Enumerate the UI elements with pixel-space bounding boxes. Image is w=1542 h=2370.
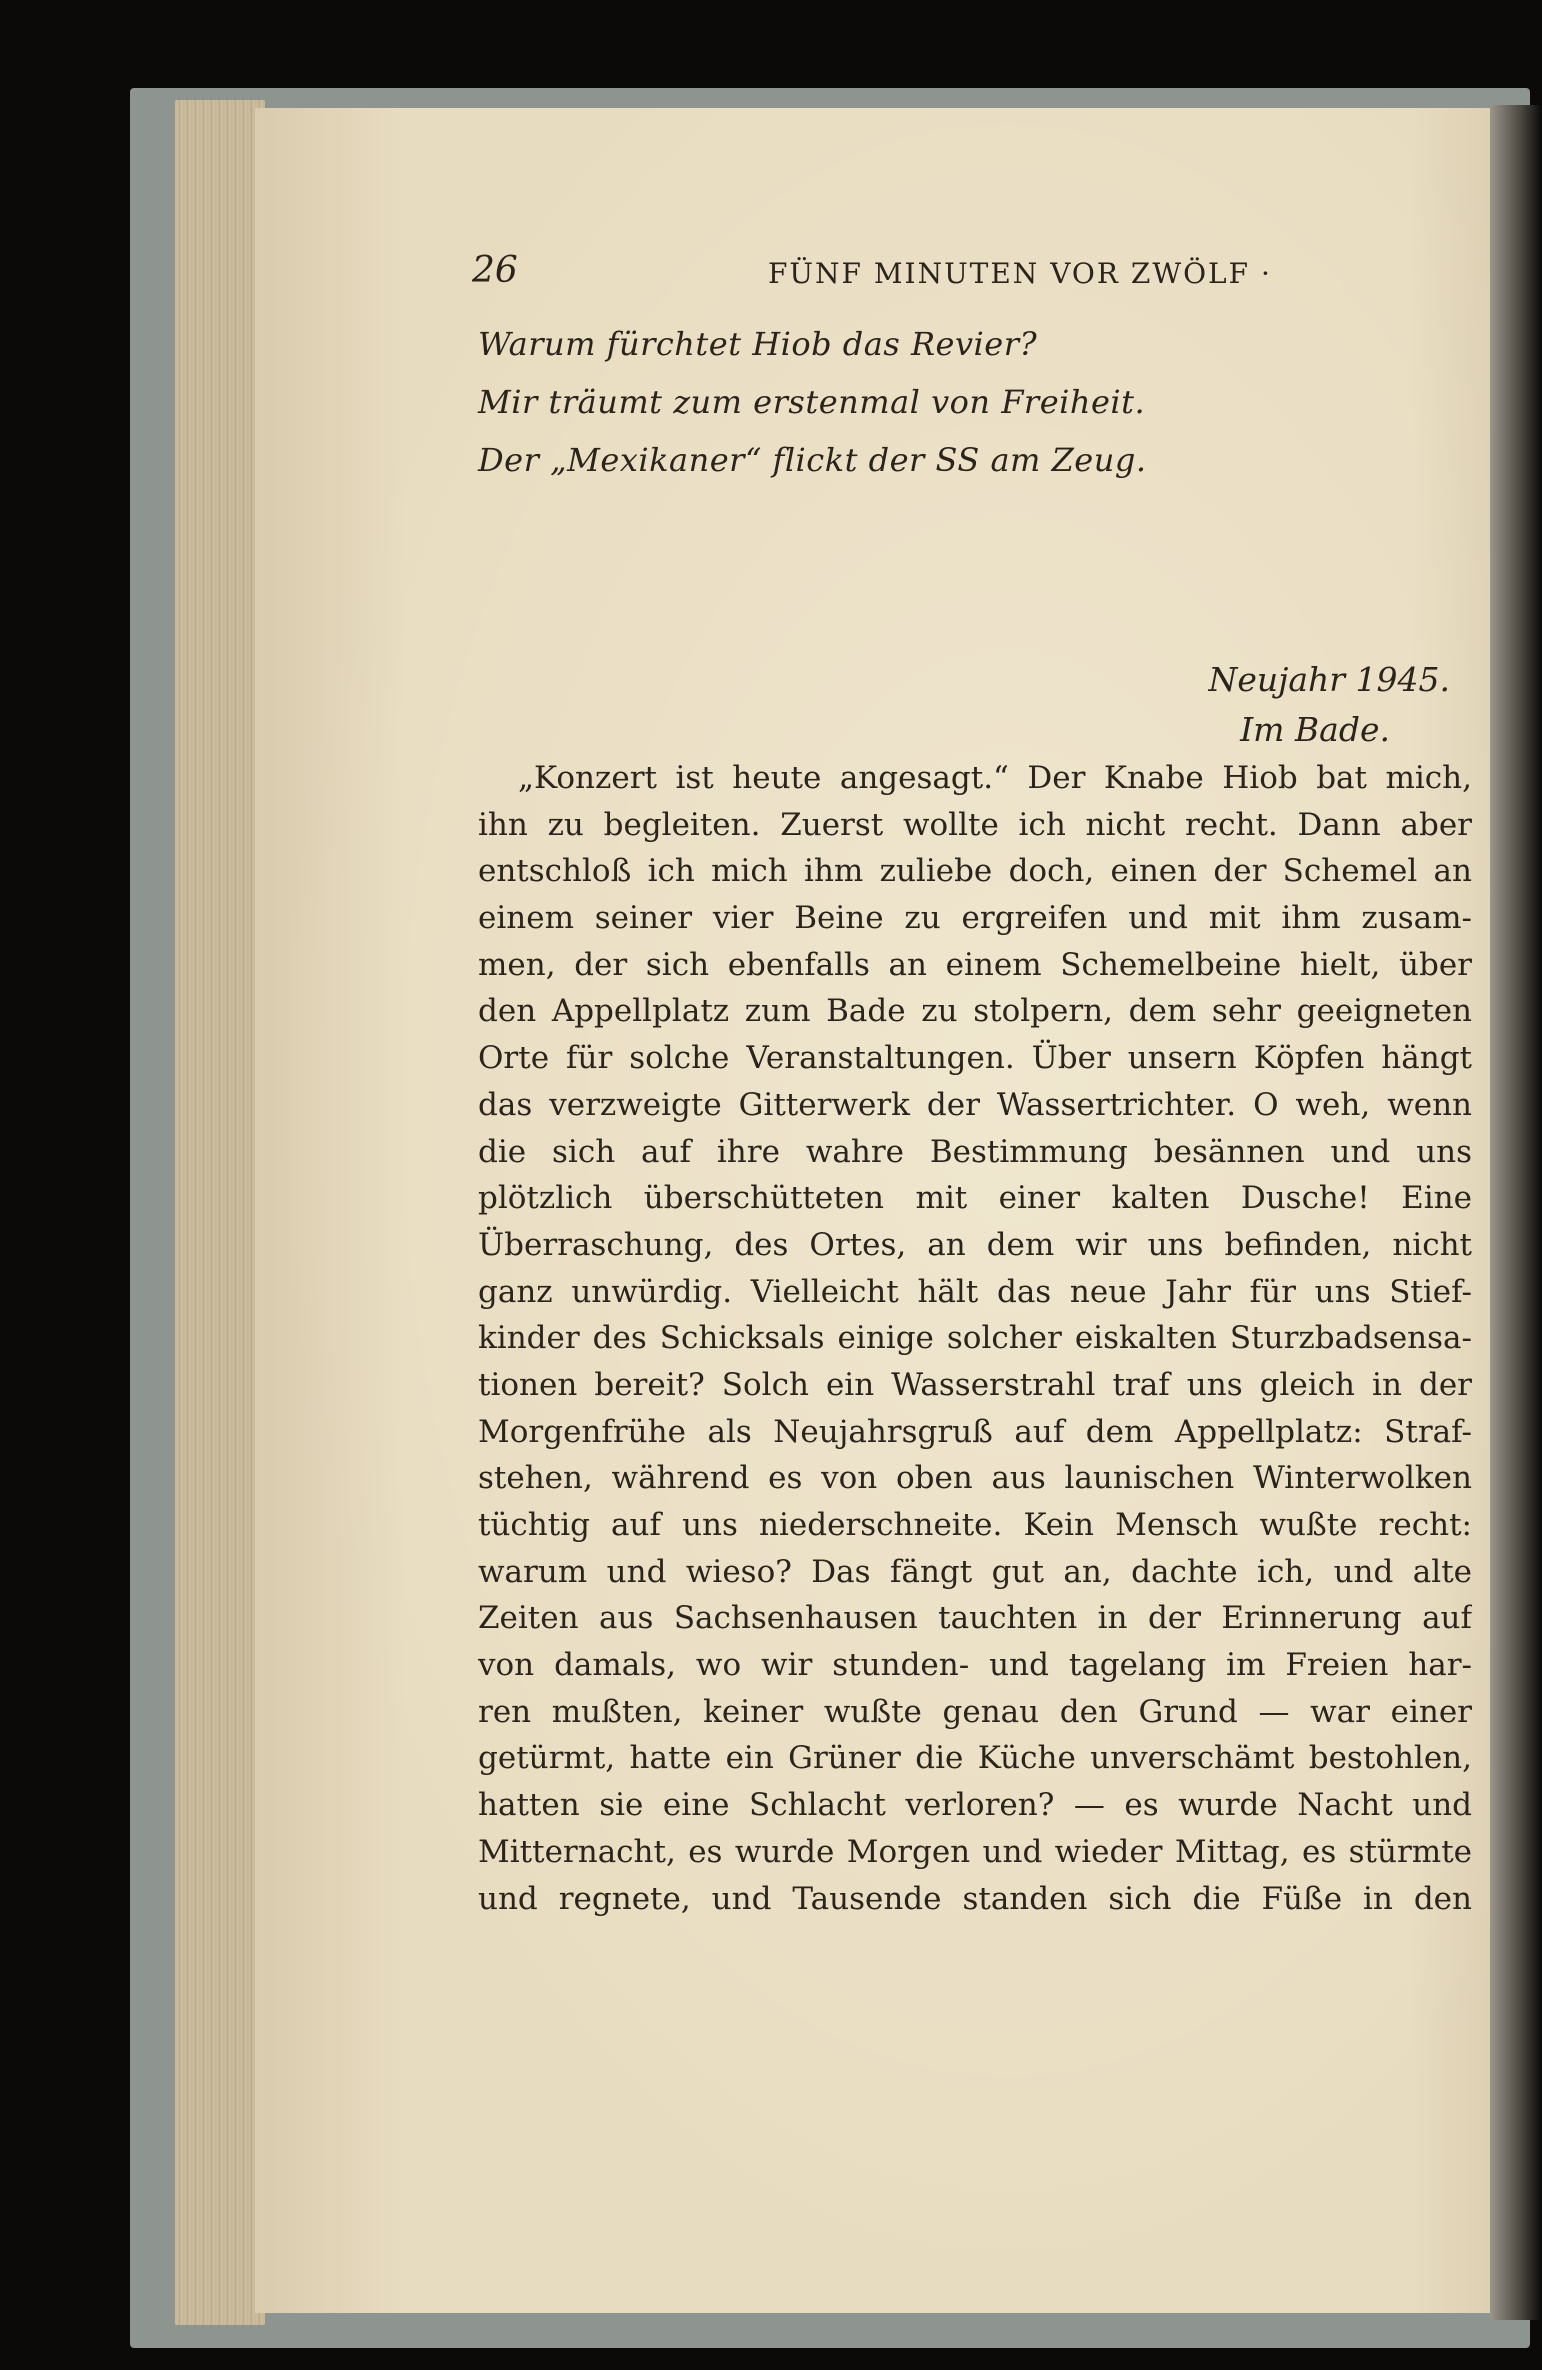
body-line: Mitternacht, es wurde Morgen und wieder Mittag, es stürmte [478, 1833, 1472, 1870]
body-line: ihn zu begleiten. Zuerst wollte ich nicht recht. Dann aber [478, 806, 1472, 843]
poem-line: Warum fürchtet Hiob das Revier? [478, 325, 1038, 363]
poem-block [478, 315, 1478, 489]
body-line: tionen bereit? Solch ein Wasserstrahl traf uns gleich in der [478, 1366, 1472, 1403]
body-line: Orte für solche Veranstaltungen. Über unsern Köpfen hängt [478, 1040, 1472, 1077]
body-line: hatten sie eine Schlacht verloren? — es wurde Nacht und [478, 1787, 1472, 1824]
binding-shadow [1490, 105, 1542, 2320]
poem-line: Mir träumt zum erstenmal von Freiheit. [478, 383, 1146, 421]
dateline-place: Im Bade. [1240, 710, 1390, 749]
body-line: die sich auf ihre wahre Bestimmung besännen und uns [478, 1133, 1472, 1170]
body-line: Überraschung, des Ortes, an dem wir uns befinden, nicht [478, 1226, 1472, 1263]
body-line: ren mußten, keiner wußte genau den Grund — war einer [478, 1693, 1472, 1730]
body-line: das verzweigte Gitterwerk der Wassertrichter. O weh, wenn [478, 1086, 1472, 1123]
body-line: entschloß ich mich ihm zuliebe doch, einen der Schemel an [478, 853, 1472, 890]
page-edges [175, 100, 265, 2325]
body-line: stehen, während es von oben aus launischen Winterwolken [478, 1460, 1472, 1497]
body-line: einem seiner vier Beine zu ergreifen und mit ihm zusam- [478, 900, 1472, 937]
body-line: tüchtig auf uns niederschneite. Kein Mensch wußte recht: [478, 1507, 1472, 1543]
dateline [478, 655, 1470, 755]
body-line: den Appellplatz zum Bade zu stolpern, dem sehr geeigneten [478, 993, 1472, 1030]
body-line: warum und wieso? Das fängt gut an, dachte ich, und alte [478, 1553, 1472, 1590]
body-line: plötzlich überschütteten mit einer kalten Dusche! Eine [478, 1180, 1472, 1217]
running-title: FÜNF MINUTEN VOR ZWÖLF · [768, 257, 1272, 290]
body-text [478, 755, 1472, 1922]
dateline-date: Neujahr 1945. [1208, 660, 1450, 699]
body-line: von damals, wo wir stunden- und tagelang im Freien har- [478, 1647, 1472, 1684]
body-line: getürmt, hatte ein Grüner die Küche unverschämt bestohlen, [478, 1740, 1472, 1777]
poem-line: Der „Mexikaner“ flickt der SS am Zeug. [478, 441, 1147, 479]
body-line: ganz unwürdig. Vielleicht hält das neue Jahr für uns Stief- [478, 1273, 1472, 1310]
body-line: kinder des Schicksals einige solcher eiskalten Sturzbadsensa- [478, 1320, 1472, 1357]
body-line: und regnete, und Tausende standen sich die Füße in den [478, 1880, 1472, 1917]
page-number: 26 [472, 250, 518, 291]
body-line: Zeiten aus Sachsenhausen tauchten in der Erinnerung auf [478, 1600, 1472, 1637]
body-line: Morgenfrühe als Neujahrsgruß auf dem Appellplatz: Straf- [478, 1413, 1472, 1450]
body-line: „Konzert ist heute angesagt.“ Der Knabe Hiob bat mich, [518, 760, 1472, 796]
body-line: men, der sich ebenfalls an einem Schemelbeine hielt, über [478, 946, 1472, 983]
